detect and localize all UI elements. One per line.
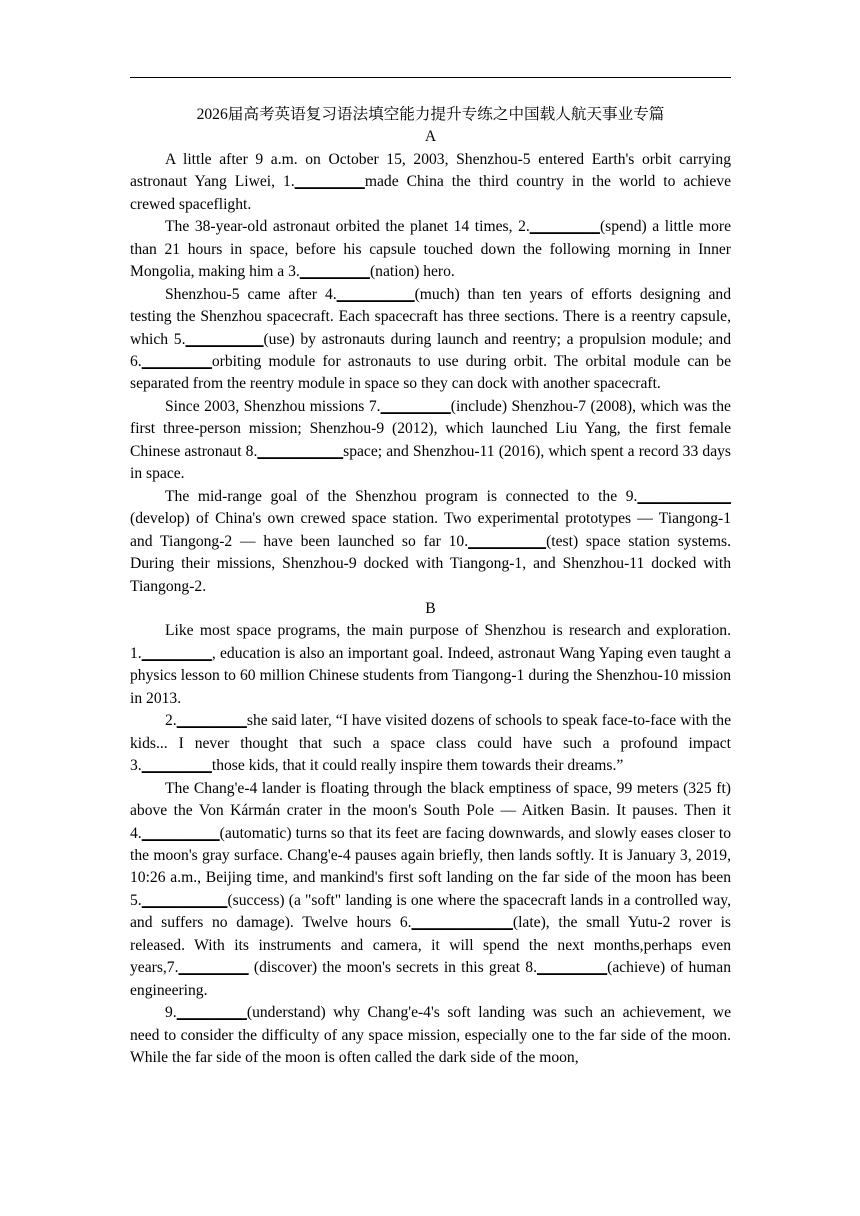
answer-blank: __________ — [336, 285, 415, 303]
answer-blank: ___________ — [257, 442, 344, 460]
text-segment: those kids, that it could really inspire them towards their dreams.” — [211, 757, 624, 775]
paragraph — [130, 710, 731, 777]
section-heading: B — [425, 599, 436, 617]
text-segment: (discover) the moon's secrets in this great 8. — [248, 959, 537, 977]
paragraph — [130, 396, 731, 486]
header-rule — [130, 77, 731, 78]
answer-blank: _________ — [178, 959, 249, 977]
text-segment: , education is also an important goal. Indeed, astronaut Wang Yaping even taught a physics lesson to 60 million Chinese students from Tiangong-1 during the Shenzhou-10 mission in 2013. — [130, 644, 731, 707]
text-segment: (spend) a little more than 21 hours in space, before his capsule touched down the following morning in Inner Mongolia, making him a 3. — [130, 218, 731, 281]
text-segment: The 38-year-old astronaut orbited the planet 14 times, 2. — [165, 218, 530, 236]
paragraph — [130, 778, 731, 1003]
answer-blank: _________ — [529, 218, 600, 236]
text-segment: (automatic) turns so that its feet are facing downwards, and slowly eases closer to the moon's gray surface. Chang'e-4 pauses again briefly, then lands softly. It is January 3, 2019, 10:26 a.m., Beijing time, and mankind's first soft landing on the far side of the moon has been 5. — [130, 824, 731, 909]
text-segment: Since 2003, Shenzhou missions 7. — [165, 397, 381, 415]
answer-blank: __________ — [141, 824, 220, 842]
text-segment: 2. — [165, 712, 177, 730]
answer-blank: _________ — [299, 263, 370, 281]
text-segment: (include) Shenzhou-7 (2008), which was the first three-person mission; Shenzhou-9 (2012), which launched Liu Yang, the first female Chinese astronaut 8. — [130, 397, 731, 460]
answer-blank: _________ — [176, 712, 247, 730]
text-segment: The mid-range goal of the Shenzhou program is connected to the 9. — [165, 487, 638, 505]
text-segment: Shenzhou-5 came after 4. — [165, 285, 337, 303]
text-segment: (nation) hero. — [369, 263, 455, 281]
answer-blank: ____________ — [637, 487, 731, 505]
paragraph — [130, 149, 731, 216]
answer-blank: __________ — [468, 532, 547, 550]
text-segment: A little after 9 a.m. on October 15, 2003, Shenzhou-5 entered Earth's orbit carrying astronaut Yang Liwei, 1. — [130, 150, 731, 191]
text-segment: (much) than ten years of efforts designing and testing the Shenzhou spacecraft. Each spacecraft has three sections. There is a reentry capsule, which 5. — [130, 285, 731, 348]
document-title: 2026届高考英语复习语法填空能力提升专练之中国载人航天事业专篇 — [196, 106, 665, 123]
text-segment: space; and Shenzhou-11 (2016), which spent a record 33 days in space. — [130, 442, 732, 483]
text-segment: (achieve) of human engineering. — [130, 959, 731, 999]
paragraph — [130, 284, 731, 396]
answer-blank: _________ — [141, 757, 212, 775]
text-segment: (develop) of China's own crewed space station. Two experimental prototypes — Tiangong-1 and Tiangong-2 — have been launched so far 10. — [130, 510, 731, 550]
paragraph — [130, 216, 731, 283]
text-segment: (success) (a "soft" landing is one where the spacecraft lands in a controlled way, and suffers no damage). Twelve hours 6. — [130, 891, 731, 932]
text-segment: (use) by astronauts during launch and reentry; a propulsion module; and 6. — [130, 330, 732, 370]
answer-blank: _________ — [141, 644, 212, 662]
answer-blank: _________ — [380, 397, 451, 415]
answer-blank: _________ — [141, 352, 212, 370]
text-segment: orbiting module for astronauts to use during orbit. The orbital module can be separated from the reentry module in space so they can dock with another spacecraft. — [130, 352, 731, 393]
paragraph — [130, 620, 731, 710]
section-heading: A — [424, 128, 437, 146]
answer-blank: _________ — [176, 1004, 247, 1022]
text-segment: made China the third country in the world to achieve crewed spaceflight. — [130, 173, 731, 213]
text-segment: (test) space station systems. During their missions, Shenzhou-9 docked with Tiangong-1, and Shenzhou-11 docked with Tiangong-2. — [130, 532, 731, 595]
text-segment: 9. — [165, 1004, 177, 1022]
paragraph — [130, 1002, 731, 1069]
text-segment: she said later, “I have visited dozens of schools to speak face-to-face with the kids... I never thought that such a space class could have such a profound impact 3. — [130, 712, 731, 775]
text-segment: (understand) why Chang'e-4's soft landing was such an achievement, we need to consider the difficulty of any space mission, especially one to the far side of the moon. While the far side of the moon is often called the dark side of the moon, — [130, 1004, 731, 1067]
text-segment: The Chang'e-4 lander is floating through the black emptiness of space, 99 meters (325 ft) above the Von Kármán crater in the moon's South Pole — Aitken Basin. It pauses. Then it 4. — [130, 779, 731, 842]
answer-blank: __________ — [185, 330, 264, 348]
text-segment: Like most space programs, the main purpose of Shenzhou is research and exploration. 1. — [130, 622, 731, 662]
answer-blank: _________ — [536, 959, 608, 977]
answer-blank: _________ — [294, 173, 365, 191]
answer-blank: ___________ — [141, 891, 228, 909]
answer-blank: _____________ — [411, 914, 513, 932]
document-body — [130, 104, 731, 1069]
text-segment: (late), the small Yutu-2 rover is released. With its instruments and camera, it will spend the next months,perhaps even years,7. — [130, 914, 732, 977]
paragraph — [130, 486, 731, 598]
